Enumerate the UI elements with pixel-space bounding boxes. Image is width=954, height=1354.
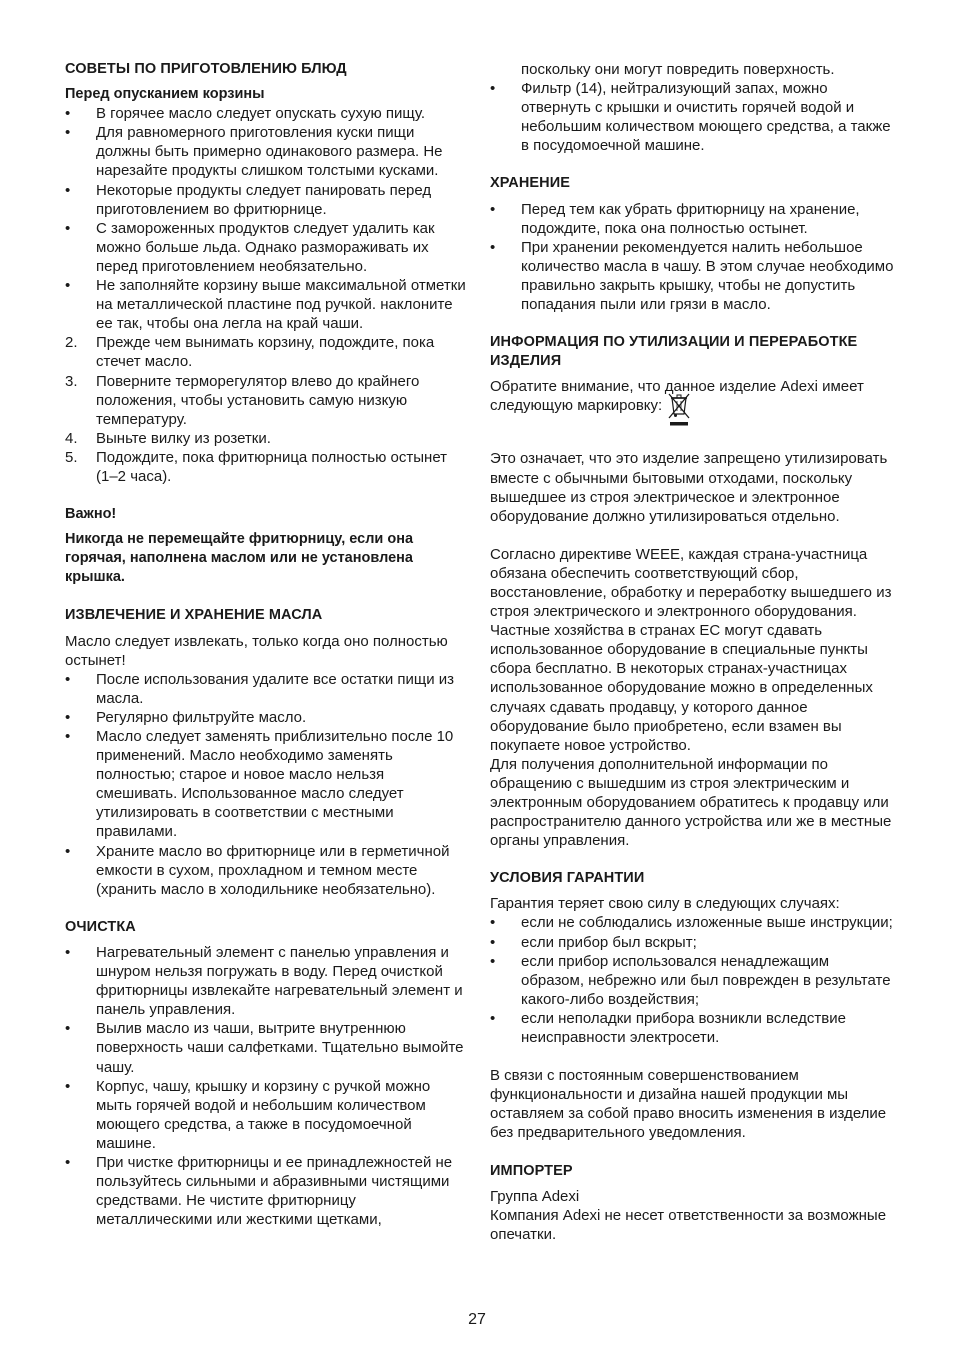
list-item: [490, 79, 895, 155]
list-item: [490, 1009, 895, 1047]
list-item-text: Не заполняйте корзину выше максимальной отметки на металлической пластине под ручкой. наклоните ее так, чтобы она легла на край чаши.: [96, 277, 466, 333]
list-item-text: Масло следует заменять приблизительно после 10 применений. Масло необходимо заменять полностью; старое и новое масло нельзя смешивать. Использованное масло следует утилизировать в соответствии с местными правилами.: [96, 728, 454, 841]
list-item: [490, 933, 895, 952]
list-item-text: После использования удалите все остатки пищи из масла.: [96, 670, 455, 707]
bullet-marker: •: [490, 914, 496, 932]
list-item: [65, 1153, 467, 1229]
bullet-marker: •: [65, 1020, 71, 1038]
list-item-text: При чистке фритюрницы и ее принадлежностей не пользуйтесь сильными и абразивными чистящими средствами. Не чистите фритюрницу металлическими или жесткими щетками,: [96, 1153, 453, 1229]
step-text: Подождите, пока фритюрница полностью остынет (1–2 часа).: [96, 448, 448, 485]
step-number: 4.: [65, 429, 78, 447]
step-number: 2.: [65, 334, 78, 352]
numbered-item: [65, 429, 467, 448]
bullet-marker: •: [65, 219, 71, 237]
step-number: 3.: [65, 372, 78, 390]
bullet-marker: •: [65, 943, 71, 961]
disposal-p4: Для получения дополнительной информации по обращению с вышедшим из строя электрическим и электронным оборудованием обратитесь к продавцу или распространителю данного устройства или же в местные органы управления.: [490, 755, 892, 850]
oil-bullets: [65, 670, 467, 899]
list-item-text: Храните масло во фритюрнице или в герметичной емкости в сухом, прохладном и темном месте (хранить масло в холодильнике необязательно).: [96, 842, 450, 898]
list-item: [490, 238, 895, 314]
list-item-text: если прибор был вскрыт;: [521, 933, 697, 951]
list-item-text: если не соблюдались изложенные выше инструкции;: [521, 914, 893, 932]
step-text: Выньте вилку из розетки.: [96, 429, 271, 447]
disposal-p1b-line: [490, 396, 895, 430]
step-number: 5.: [65, 448, 78, 466]
bullet-marker: •: [490, 933, 496, 951]
section-title-cleaning: ОЧИСТКА: [65, 918, 136, 935]
list-item: [65, 708, 467, 727]
numbered-item: [65, 372, 467, 429]
bullet-marker: •: [65, 105, 71, 123]
important-warning: Никогда не перемещайте фритюрницу, если она горячая, наполнена маслом или не установлена крышка.: [65, 531, 414, 586]
bullet-marker: •: [65, 708, 71, 726]
bullet-marker: •: [65, 124, 71, 142]
list-item: [65, 1077, 467, 1153]
bullet-marker: •: [65, 1077, 71, 1095]
section-title-storage: ХРАНЕНИЕ: [490, 175, 571, 192]
section-title-warranty: УСЛОВИЯ ГАРАНТИИ: [490, 870, 645, 887]
list-item-text: Перед тем как убрать фритюрницу на хранение, подождите, пока она полностью остынет.: [521, 200, 860, 237]
disposal-p3: Согласно директиве WEEE, каждая страна-участница обязана обеспечить соответствующий сбор, восстановление, обработку и переработку вышедшего из строя электрического и электронного оборудования. Частные хозяйства в странах ЕС могут сдавать использованное оборудование в специальные пункты сбора бесплатно. В некоторых странах-участницах использованное оборудование можно в определенных случаях сдавать продавцу, у которого данное оборудование было приобретено, если взамен вы покупаете новое устройство.: [490, 545, 892, 754]
list-item-text: если прибор использовался ненадлежащим образом, небрежно или был поврежден в результате какого-либо воздействия;: [521, 952, 891, 1008]
bullet-marker: •: [65, 277, 71, 295]
bullet-marker: •: [490, 1009, 496, 1027]
numbered-item: [65, 448, 467, 486]
step-text: Прежде чем вынимать корзину, подождите, пока стечет масло.: [96, 334, 435, 371]
cleaning-bullets-continued: [490, 79, 895, 155]
warranty-intro: Гарантия теряет свою силу в следующих случаях:: [490, 895, 840, 913]
page-number: 27: [468, 1311, 486, 1328]
list-item: [490, 200, 895, 238]
disposal-p1a: Обратите внимание, что данное изделие Adexi имеет: [490, 378, 864, 396]
list-item-text: С замороженных продуктов следует удалить как можно больше льда. Однако размораживать их перед приготовлением необязательно.: [96, 219, 435, 275]
list-item: [65, 104, 467, 123]
list-item: [490, 952, 895, 1009]
section-title-importer: ИМПОРТЕР: [490, 1162, 573, 1179]
subheading-before-basket: Перед опусканием корзины: [65, 86, 265, 103]
section-title-cooking-tips: СОВЕТЫ ПО ПРИГОТОВЛЕНИЮ БЛЮД: [65, 61, 347, 77]
disposal-p2: Это означает, что это изделие запрещено утилизировать вместе с обычными бытовыми отходами, поскольку вышедшее из строя электрическое и электронное оборудование должно утилизироваться отдельно.: [490, 450, 888, 525]
bullet-marker: •: [65, 1153, 71, 1171]
list-item-text: Корпус, чашу, крышку и корзину с ручкой можно мыть горячей водой и небольшим количеством моющего средства, а также в посудомоечной машине.: [96, 1077, 431, 1152]
left-column: [65, 60, 467, 1229]
warranty-bullets: [490, 913, 895, 1047]
oil-intro: Масло следует извлекать, только когда оно полностью остынет!: [65, 632, 448, 669]
cleaning-bullets: [65, 943, 467, 1229]
bullet-marker: •: [65, 842, 71, 860]
bullet-marker: •: [65, 728, 71, 745]
crossed-out-wheelie-bin-icon: [668, 392, 690, 426]
bullet-marker: •: [490, 952, 496, 970]
list-item: [65, 181, 467, 219]
list-item-text: если неполадки прибора возникли вследствие неисправности электросети.: [521, 1009, 846, 1047]
list-item: [65, 727, 467, 842]
section-title-disposal: ИНФОРМАЦИЯ ПО УТИЛИЗАЦИИ И ПЕРЕРАБОТКЕ ИЗДЕЛИЯ: [490, 334, 858, 370]
list-item: [65, 1019, 467, 1076]
list-item-text: При хранении рекомендуется налить небольшое количество масла в чашу. В этом случае необходимо правильно закрыть крышку, чтобы не допустить попадания пыли или грязи в масло.: [521, 238, 894, 314]
list-item: [65, 842, 467, 899]
cooking-tips-bullets: [65, 104, 467, 333]
bullet-marker: •: [490, 80, 496, 98]
list-item-text: Нагревательный элемент с панелью управления и шнуром нельзя погружать в воду. Перед очисткой фритюрницы извлекайте нагревательный элемент и панель управления.: [96, 943, 463, 1019]
warranty-note: В связи с постоянным совершенствованием функциональности и дизайна нашей продукции мы оставляем за собой право вносить изменения в изделие без предварительного уведомления.: [490, 1067, 887, 1142]
list-item: [65, 123, 467, 180]
bullet-marker: •: [490, 200, 496, 218]
cooking-tips-steps: [65, 333, 467, 486]
bullet-marker: •: [65, 181, 71, 199]
list-item-text: Регулярно фильтруйте масло.: [96, 708, 307, 726]
list-item: [490, 913, 895, 932]
cleaning-continued: поскольку они могут повредить поверхность.: [521, 61, 835, 78]
important-label: Важно!: [65, 506, 117, 523]
section-title-oil: ИЗВЛЕЧЕНИЕ И ХРАНЕНИЕ МАСЛА: [65, 607, 323, 624]
list-item-text: Фильтр (14), нейтрализующий запах, можно отвернуть с крышки и очистить горячей водой и небольшим количеством моющего средства, а также в посудомоечной машине.: [521, 80, 891, 155]
step-text: Поверните терморегулятор влево до крайнего положения, чтобы установить самую низкую температуру.: [96, 372, 420, 428]
list-item-text: Для равномерного приготовления куски пищи должны быть примерно одинакового размера. Не нарезайте продукты слишком толстыми кусками.: [96, 124, 443, 180]
right-column: [490, 60, 895, 1244]
importer-line-2: Компания Adexi не несет ответственности за возможные опечатки.: [490, 1206, 887, 1243]
disposal-p1b: следующую маркировку:: [490, 397, 663, 415]
importer-line-1: Группа Adexi: [490, 1187, 580, 1205]
list-item: [65, 276, 467, 333]
list-item: [65, 219, 467, 276]
bullet-marker: •: [65, 670, 71, 688]
list-item-text: В горячее масло следует опускать сухую пищу.: [96, 105, 426, 123]
list-item-text: Некоторые продукты следует панировать перед приготовлением во фритюрнице.: [96, 181, 432, 218]
storage-bullets: [490, 200, 895, 315]
numbered-item: [65, 333, 467, 371]
list-item-text: Вылив масло из чаши, вытрите внутреннюю поверхность чаши салфетками. Тщательно вымойте чашу.: [96, 1020, 464, 1076]
list-item: [65, 670, 467, 708]
list-item: [65, 943, 467, 1019]
bullet-marker: •: [490, 238, 496, 256]
